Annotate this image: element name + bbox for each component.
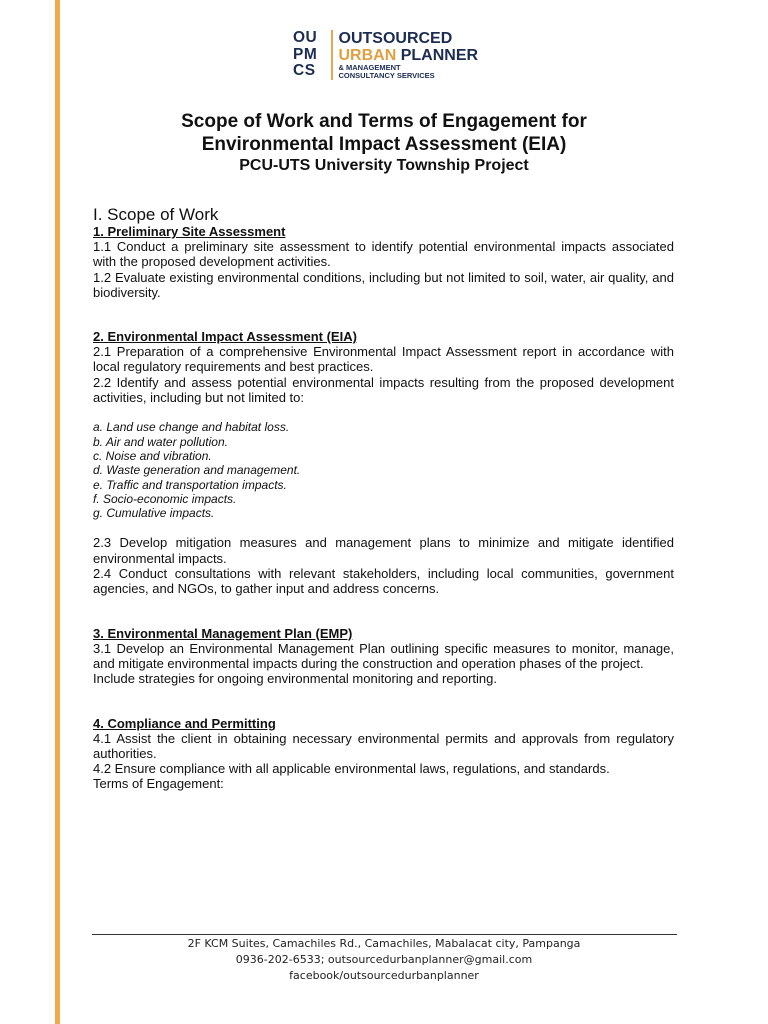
logo-monogram bbox=[293, 30, 331, 80]
list-item: d. Waste generation and management. bbox=[93, 463, 301, 478]
footer-address: 2F KCM Suites, Camachiles Rd., Camachiles, Mabalacat city, Pampanga bbox=[187, 937, 581, 950]
subsection-title-emp: 3. Environmental Management Plan (EMP) bbox=[93, 625, 353, 641]
paragraph: 3.1 Develop an Environmental Management Plan outlining specific measures to monitor, manage, and mitigate environmental impacts during the construction and operation phases of the project. bbox=[93, 640, 674, 671]
subsection-title-preliminary: 1. Preliminary Site Assessment bbox=[93, 224, 286, 239]
logo-line-consultancy: CONSULTANCY SERVICES bbox=[338, 71, 435, 80]
list-item: b. Air and water pollution. bbox=[93, 434, 228, 449]
page-footer bbox=[0, 936, 768, 984]
list-item: e. Traffic and transportation impacts. bbox=[93, 477, 287, 492]
footer-social: facebook/outsourcedurbanplanner bbox=[289, 969, 479, 982]
list-item: c. Noise and vibration. bbox=[93, 448, 212, 463]
logo-monogram-line: PM bbox=[293, 45, 318, 63]
paragraph: 2.4 Conduct consultations with relevant stakeholders, including local communities, government agencies, and NGOs, to gather input and address concerns. bbox=[93, 566, 674, 597]
logo-divider bbox=[331, 30, 333, 80]
document-title-line-2: Environmental Impact Assessment (EIA) bbox=[201, 134, 567, 155]
paragraph: 4.2 Ensure compliance with all applicable environmental laws, regulations, and standards. bbox=[93, 761, 610, 777]
subsection-title-compliance: 4. Compliance and Permitting bbox=[93, 715, 276, 731]
list-item: g. Cumulative impacts. bbox=[93, 506, 215, 521]
logo-word-urban: URBAN bbox=[338, 47, 397, 64]
company-logo bbox=[293, 30, 478, 80]
section-heading: I. Scope of Work bbox=[93, 205, 219, 224]
paragraph: Include strategies for ongoing environmental monitoring and reporting. bbox=[93, 671, 497, 687]
paragraph: 1.1 Conduct a preliminary site assessment to identify potential environmental impacts associated with the proposed development activities. bbox=[93, 239, 674, 270]
logo-line-outsourced: OUTSOURCED bbox=[338, 30, 453, 47]
footer-divider bbox=[92, 934, 677, 935]
paragraph: 2.3 Develop mitigation measures and management plans to minimize and mitigate identified environmental impacts. bbox=[93, 535, 674, 566]
logo-wordmark bbox=[339, 30, 479, 80]
logo-line-management: & MANAGEMENT bbox=[338, 63, 401, 72]
logo-word-planner: PLANNER bbox=[396, 47, 479, 64]
document-header bbox=[0, 110, 768, 176]
document-title-line-1: Scope of Work and Terms of Engagement for bbox=[181, 111, 587, 132]
paragraph: 1.2 Evaluate existing environmental conditions, including but not limited to soil, water, air quality, and biodiversity. bbox=[93, 269, 674, 300]
list-item: f. Socio-economic impacts. bbox=[93, 491, 237, 506]
paragraph: 2.2 Identify and assess potential environmental impacts resulting from the proposed development activities, including but not limited to: bbox=[93, 374, 674, 406]
list-item: a. Land use change and habitat loss. bbox=[93, 420, 290, 435]
logo-monogram-line: OU bbox=[293, 29, 318, 46]
footer-contact: 0936-202-6533; outsourcedurbanplanner@gmail.com bbox=[235, 953, 533, 966]
logo-line-urban-planner bbox=[339, 47, 479, 64]
paragraph: 4.1 Assist the client in obtaining necessary environmental permits and approvals from regulatory authorities. bbox=[93, 730, 674, 761]
logo-monogram-line: CS bbox=[293, 62, 316, 79]
subsection-title-eia: 2. Environmental Impact Assessment (EIA) bbox=[93, 329, 357, 345]
impact-list bbox=[93, 420, 674, 520]
document-subtitle: PCU-UTS University Township Project bbox=[239, 157, 529, 174]
paragraph: 2.1 Preparation of a comprehensive Environmental Impact Assessment report in accordance with local regulatory requirements and best practices. bbox=[93, 344, 674, 375]
paragraph: Terms of Engagement: bbox=[93, 776, 224, 792]
document-body bbox=[93, 205, 674, 792]
